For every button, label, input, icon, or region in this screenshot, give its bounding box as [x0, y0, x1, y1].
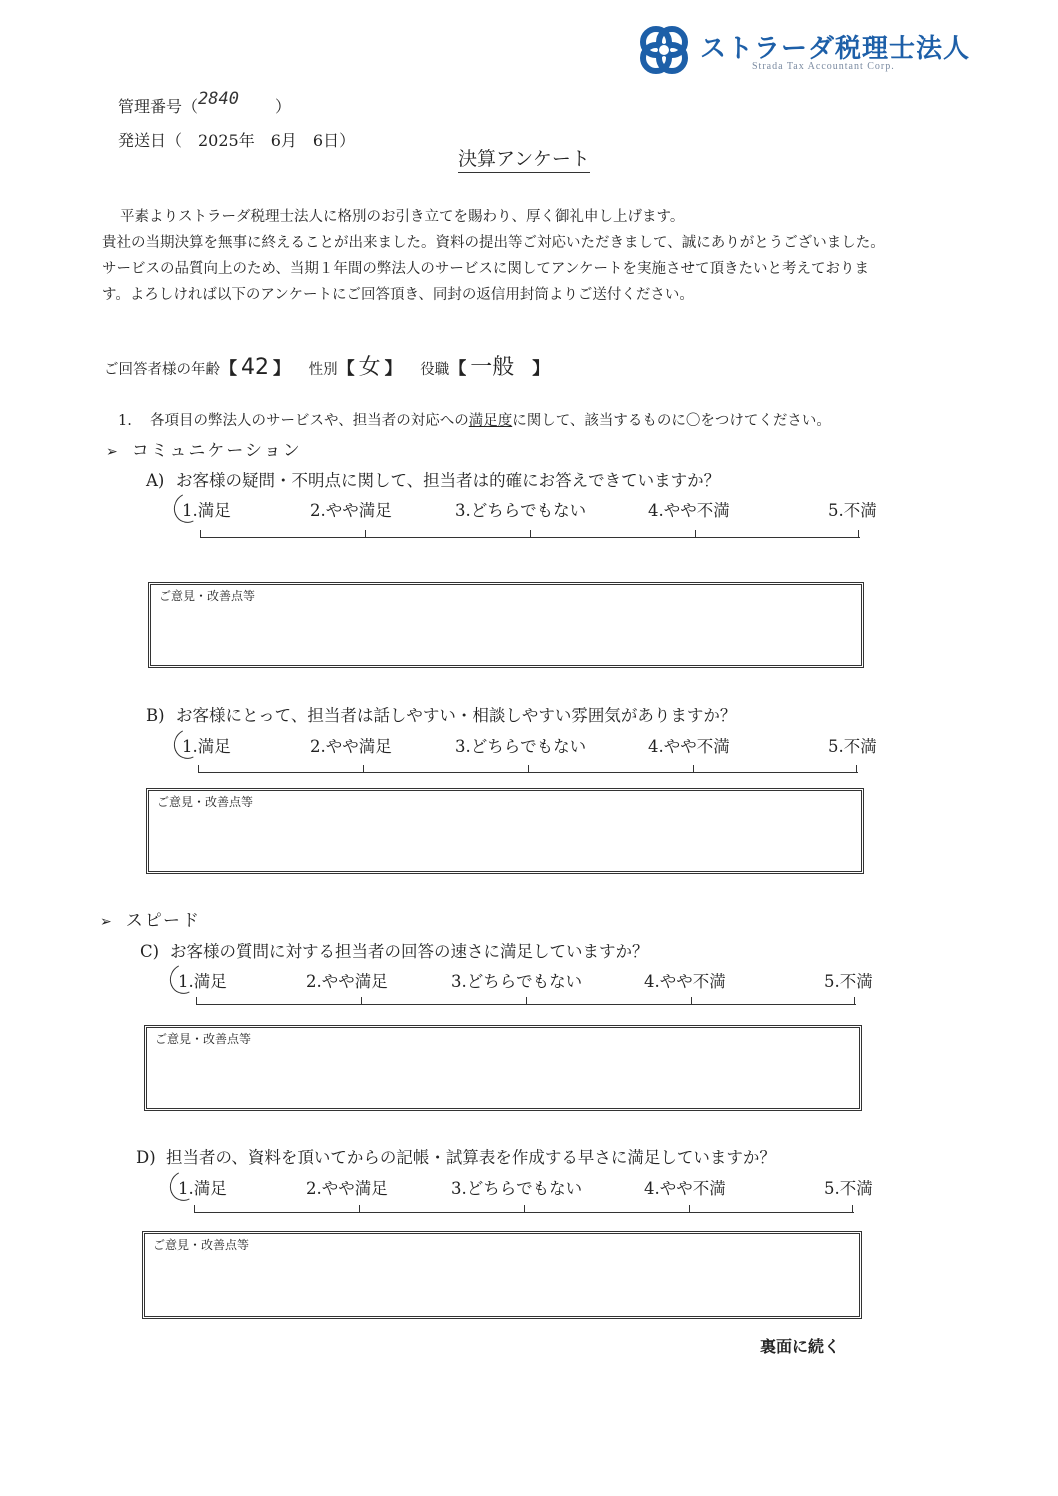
rating-scale	[198, 764, 858, 773]
option-somewhat-satisfied[interactable]: 2.やや満足	[310, 501, 392, 520]
rating-scale	[194, 1204, 854, 1213]
option-satisfied[interactable]: 1.満足	[182, 733, 231, 757]
comment-box-d[interactable]	[142, 1231, 862, 1319]
continue-on-back: 裏面に続く	[760, 1337, 841, 1356]
option-dissatisfied[interactable]: 5.不満	[824, 1179, 873, 1198]
company-name-en: Strada Tax Accountant Corp.	[752, 61, 895, 72]
option-neutral[interactable]: 3.どちらでもない	[455, 501, 587, 520]
options-a	[182, 497, 882, 521]
underlined-keyword: 満足度	[468, 413, 513, 429]
logo-icon	[636, 22, 692, 78]
intro-line: 平素よりストラーダ税理士法人に格別のお引き立てを賜わり、厚く御礼申し上げます。	[120, 209, 685, 225]
option-somewhat-dissatisfied[interactable]: 4.やや不満	[644, 1179, 726, 1198]
management-number-label: 管理番号（	[118, 97, 199, 116]
option-somewhat-satisfied[interactable]: 2.やや満足	[306, 972, 388, 991]
intro-line: す。よろしければ以下のアンケートにご回答頂き、同封の返信用封筒よりご送付ください。	[102, 287, 694, 303]
intro-text	[102, 204, 962, 308]
options-d	[178, 1175, 878, 1199]
options-c	[178, 968, 878, 992]
selected-circle-icon	[166, 960, 203, 998]
comment-label: ご意見・改善点等	[153, 1238, 250, 1252]
option-dissatisfied[interactable]: 5.不満	[828, 501, 877, 520]
section-speed: ➢ スピード	[100, 911, 202, 931]
intro-line: 貴社の当期決算を無事に終えることが出来ました。資料の提出等ご対応いただきまして、誠にありがとうございました。	[102, 235, 885, 251]
section-communication: ➢ コミュニケーション	[106, 441, 302, 461]
intro-line: サービスの品質向上のため、当期１年間の弊法人のサービスに関してアンケートを実施させて頂きたいと考えておりま	[102, 261, 870, 277]
selected-circle-icon	[170, 725, 207, 763]
instruction: 1. 各項目の弊法人のサービスや、担当者の対応への満足度に関して、該当するものに〇をつけてください。	[118, 413, 831, 429]
management-number-close: ）	[274, 97, 291, 116]
sent-date: 発送日（ 2025年 6月 6日）	[118, 131, 356, 150]
rating-scale	[196, 996, 856, 1005]
option-neutral[interactable]: 3.どちらでもない	[451, 1179, 583, 1198]
rating-scale	[200, 529, 860, 538]
management-number-value: 2840	[198, 89, 239, 109]
option-dissatisfied[interactable]: 5.不満	[828, 737, 877, 756]
option-somewhat-satisfied[interactable]: 2.やや満足	[306, 1179, 388, 1198]
option-neutral[interactable]: 3.どちらでもない	[451, 972, 583, 991]
option-somewhat-dissatisfied[interactable]: 4.やや不満	[644, 972, 726, 991]
role-label: 役職	[420, 362, 450, 378]
comment-box-b[interactable]	[146, 788, 864, 874]
comment-label: ご意見・改善点等	[157, 795, 254, 809]
arrow-bullet-icon: ➢	[100, 914, 112, 930]
comment-box-a[interactable]	[148, 582, 864, 668]
comment-label: ご意見・改善点等	[159, 589, 256, 603]
page-title: 決算アンケート	[458, 144, 590, 173]
option-somewhat-dissatisfied[interactable]: 4.やや不満	[648, 737, 730, 756]
age-value: 42	[241, 355, 269, 380]
gender-label: 性別	[308, 362, 338, 378]
respondent-info: ご回答者様の年齢【 42 】 性別【 女 】 役職【 一般 】	[104, 355, 550, 380]
question-b: B) お客様にとって、担当者は話しやすい・相談しやすい雰囲気がありますか？	[146, 706, 737, 725]
option-satisfied[interactable]: 1.満足	[178, 1175, 227, 1199]
company-name: ストラーダ税理士法人	[700, 34, 971, 64]
selected-circle-icon	[170, 489, 207, 527]
option-dissatisfied[interactable]: 5.不満	[824, 972, 873, 991]
management-number	[118, 89, 291, 117]
gender-value: 女	[358, 355, 381, 380]
options-b	[182, 733, 882, 757]
arrow-bullet-icon: ➢	[106, 444, 118, 460]
comment-box-c[interactable]	[144, 1025, 862, 1111]
role-value: 一般	[470, 355, 515, 380]
age-label: ご回答者様の年齢	[104, 362, 220, 378]
question-a: A) お客様の疑問・不明点に関して、担当者は的確にお答えできていますか？	[146, 471, 721, 490]
option-satisfied[interactable]: 1.満足	[178, 968, 227, 992]
question-c: C) お客様の質問に対する担当者の回答の速さに満足していますか？	[140, 942, 649, 961]
option-somewhat-satisfied[interactable]: 2.やや満足	[310, 737, 392, 756]
option-satisfied[interactable]: 1.満足	[182, 497, 231, 521]
comment-label: ご意見・改善点等	[155, 1032, 252, 1046]
option-somewhat-dissatisfied[interactable]: 4.やや不満	[648, 501, 730, 520]
question-d: D) 担当者の、資料を頂いてからの記帳・試算表を作成する早さに満足していますか？	[136, 1148, 776, 1167]
option-neutral[interactable]: 3.どちらでもない	[455, 737, 587, 756]
selected-circle-icon	[166, 1167, 203, 1205]
